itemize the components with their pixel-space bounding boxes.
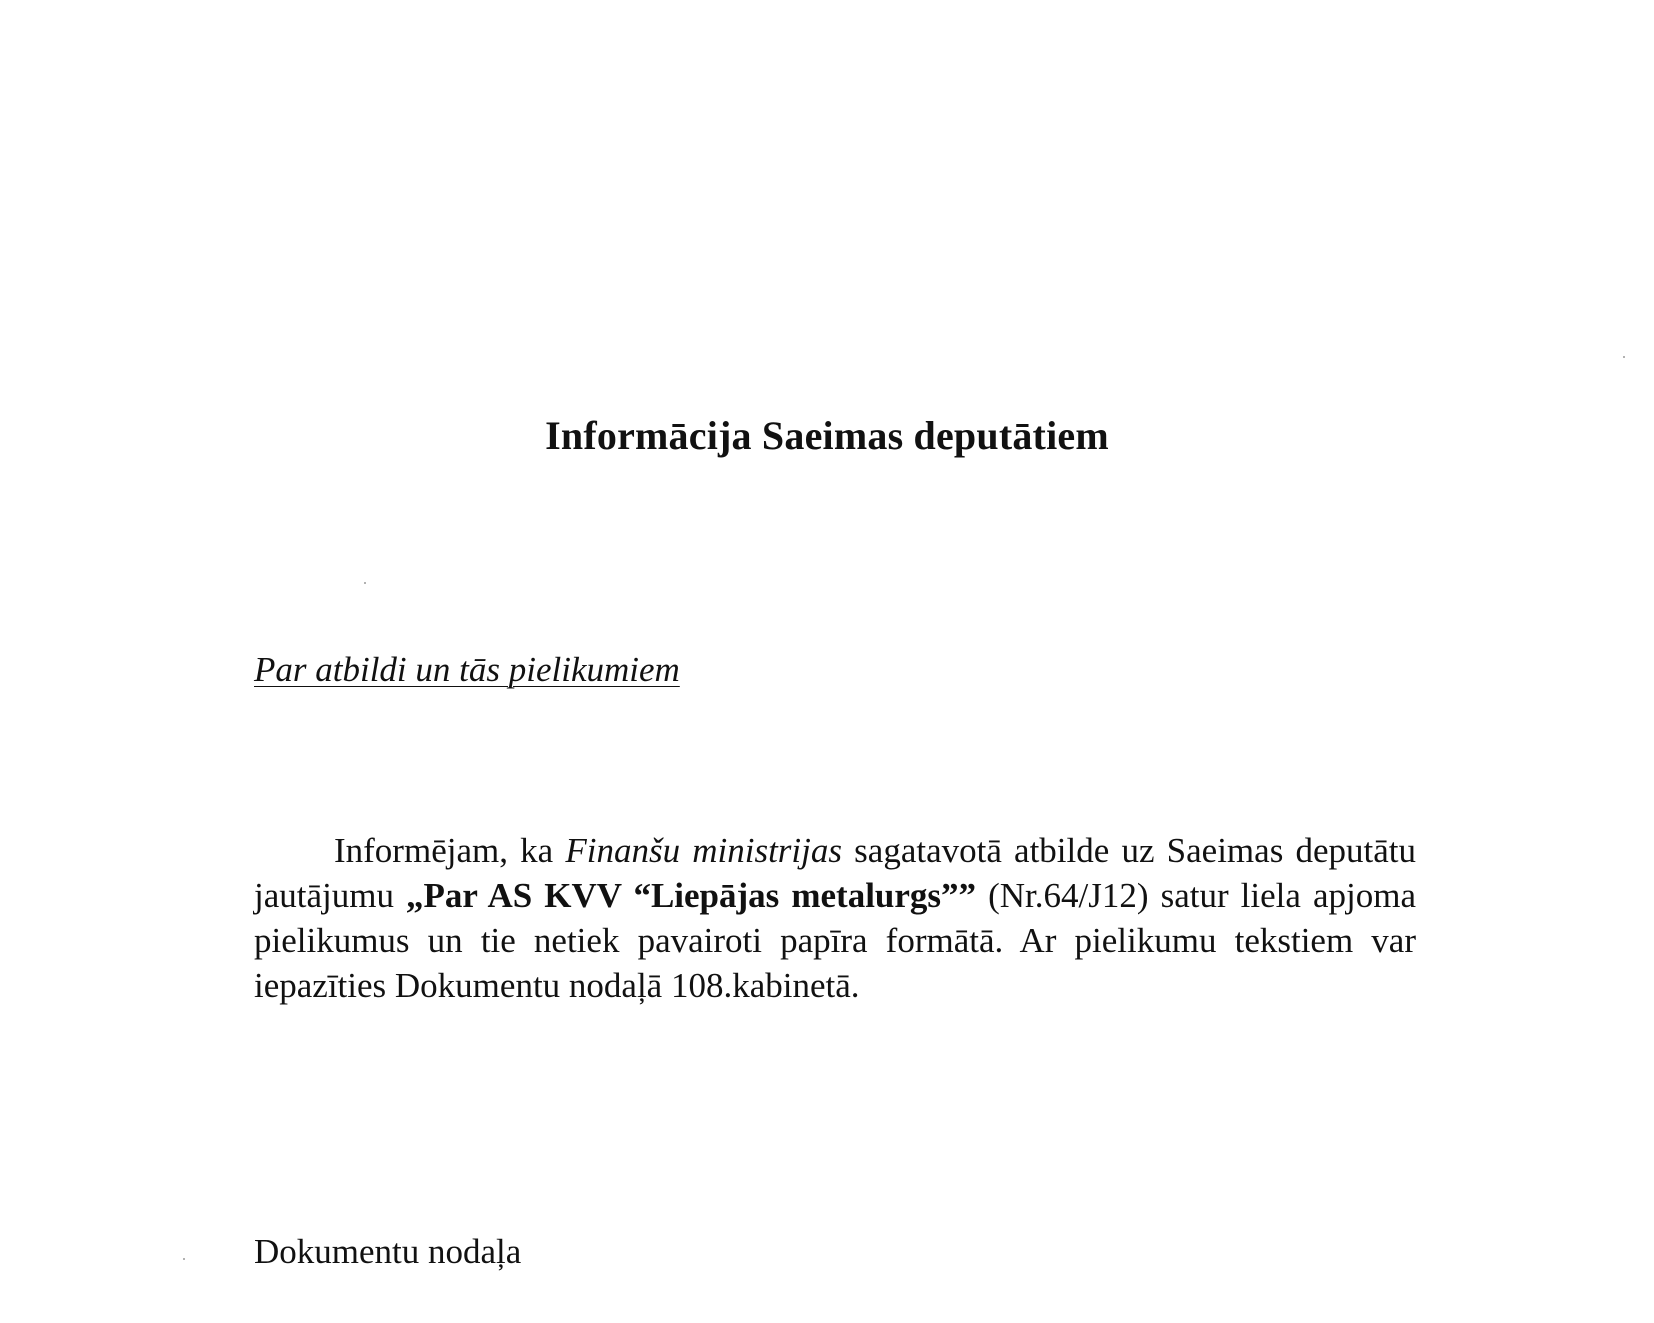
scan-speck: [183, 1258, 185, 1260]
paragraph-text-part2: sagatavotā atbilde uz Saeimas deputātu jautājumu: [254, 831, 1416, 915]
body-paragraph: [254, 828, 1416, 1008]
scan-speck: [364, 582, 366, 584]
ministry-name: Finanšu ministrijas: [565, 831, 842, 870]
department-signature: Dokumentu nodaļa: [254, 1232, 522, 1271]
paragraph-text-part3: (Nr.64/J12) satur liela apjoma pielikumus un tie netiek pavairoti papīra formātā. Ar pielikumu tekstiem var iepazīties Dokumentu nodaļā 108.kabinetā.: [254, 876, 1416, 1005]
paragraph-text-part1: Informējam, ka: [334, 831, 566, 870]
scan-speck: [1623, 356, 1625, 358]
document-title: Informācija Saeimas deputātiem: [545, 413, 1109, 458]
document-subject: Par atbildi un tās pielikumiem: [254, 650, 680, 689]
question-title: „Par AS KVV “Liepājas metalurgs””: [406, 876, 977, 915]
